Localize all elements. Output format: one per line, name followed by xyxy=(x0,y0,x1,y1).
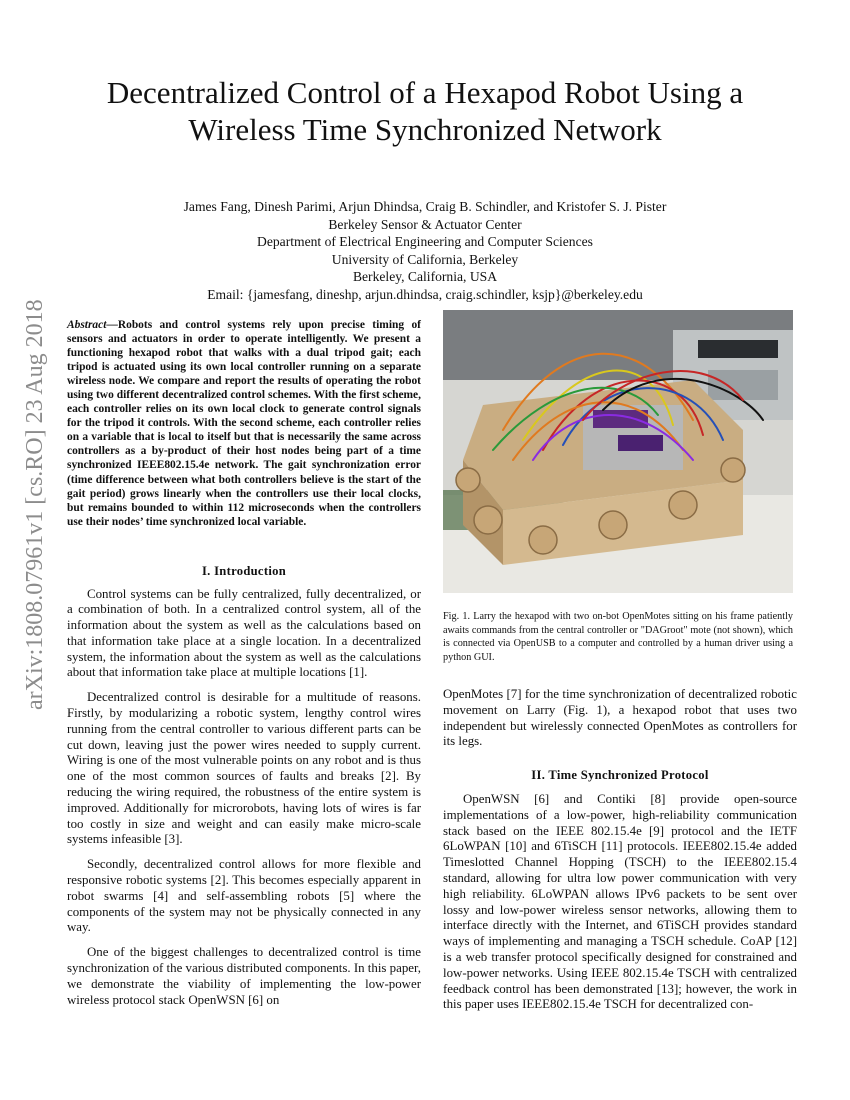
paper-title xyxy=(60,74,790,148)
intro-paragraph-2: Decentralized control is desirable for a multitude of reasons. Firstly, by modularizing a robotic system, lengthy control wires running from the central controller to various different parts can be cut down, leaving just the power wires needed to supply current. Wiring is one of the most vulnerable points on any robot and is thus one of the most common sources of faults and breaks [2]. By reducing the wiring required, the robustness of the entire system is improved. Additionally for microrobots, having lots of wires is far too costly in size and weight and can easily make micro-scale systems infeasible [3]. xyxy=(67,690,421,847)
tsch-paragraph: OpenWSN [6] and Contiki [8] provide open-source implementations of a low-power, high-reliability communication stack based on the IEEE 802.15.4e [9] protocol and the IETF 6LoWPAN [10] and 6TiSCH [11] protocols. IEEE802.15.4e added Timeslotted Channel Hopping (TSCH) to the IEEE802.15.4 standard, allowing for ultra low power communication with very high reliability. 6LoWPAN allows IPv6 packets to be sent over lossy and low-power wireless sensor networks, allowing them to interface directly with the Internet, and 6TiSCH provides standard ways of implementing and managing a TSCH schedule. CoAP [12] is a web transfer protocol specifically designed for constrained and low-power networks. Using IEEE 802.15.4e TSCH with centralized feedback control has been demonstrated [13]; however, the work in this paper uses IEEE802.15.4e TSCH for decentralized con- xyxy=(443,791,797,1012)
section-heading-introduction: I. Introduction xyxy=(201,563,287,578)
section-heading-tsch: II. Time Synchronized Protocol xyxy=(531,768,709,783)
figure-hexapod-photo xyxy=(443,310,793,593)
affiliation-department: Department of Electrical Engineering and Computer Sciences xyxy=(257,234,593,250)
arxiv-stamp xyxy=(12,290,48,710)
affiliation-location: Berkeley, California, USA xyxy=(352,269,498,285)
title-line-2: Wireless Time Synchronized Network xyxy=(188,112,662,147)
title-line-1: Decentralized Control of a Hexapod Robot Using a xyxy=(106,75,744,110)
left-column xyxy=(67,318,421,1017)
figure-caption: Fig. 1. Larry the hexapod with two on-bot OpenMotes sitting on his frame patiently awaits commands from the central controller or "DAGroot" mote (not shown), which is connected via OpenUSB to a computer and controlled by a human driver using a python GUI. xyxy=(443,611,793,663)
intro-paragraph-3: Secondly, decentralized control allows for more flexible and responsive robotic systems [2]. This becomes especially apparent in robot swarms [4] and self-assembling robots [5] where the components of the system may not be physically connected in any way. xyxy=(67,857,421,935)
abstract xyxy=(67,318,421,529)
arxiv-stamp-text: arXiv:1808.07961v1 [cs.RO] 23 Aug 2018 xyxy=(22,299,48,710)
right-column xyxy=(443,687,797,1022)
author-names: James Fang, Dinesh Parimi, Arjun Dhindsa, Craig B. Schindler, and Kristofer S. J. Pister xyxy=(183,199,667,214)
intro-paragraph-4: One of the biggest challenges to decentralized control is time synchronization of the various distributed components. In this paper, we demonstrate the viability of implementing the low-power wireless protocol stack OpenWSN [6] on xyxy=(67,945,421,1007)
affiliation-center: Berkeley Sensor & Actuator Center xyxy=(328,216,522,232)
abstract-text: —Robots and control systems rely upon precise timing of sensors and actuators in order to operate intelligently. We present a functioning hexapod robot that walks with a dual tripod gait; each tripod is actuated using its own local controller running on a separate wireless node. We compare and report the results of operating the robot using two different decentralized control schemes. With the first scheme, each controller relies on its own local clock to generate control signals for the tripod it controls. With the second scheme, each controller relies on a variable that is local to itself but that is necessarily the same across controllers as a by-product of their host nodes being part of a time synchronized IEEE802.15.4e network. The gait synchronization error (time difference between what both controllers believe is the start of the gait period) grows linearly when the controllers use their local clocks, but remains bounded to within 112 microseconds when the controllers use their nodes’ time synchronized local variable. xyxy=(67,319,421,528)
intro-paragraph-1: Control systems can be fully centralized, fully decentralized, or a combination of both. In a centralized control system, all of the information about the system as well as the calculations based on that information take place at a single location. In a decentralized system, the information about the system as well as the calculations about that information take place at multiple locations [1]. xyxy=(67,586,421,680)
author-block xyxy=(100,198,750,304)
author-emails: Email: {jamesfang, dineshp, arjun.dhindsa, craig.schindler, ksjp}@berkeley.edu xyxy=(207,286,643,302)
abstract-label: Abstract xyxy=(67,319,107,331)
intro-continuation: OpenMotes [7] for the time synchronization of decentralized robotic movement on Larry (Fig. 1), a hexapod robot that uses two independent but wirelessly connected OpenMotes as controllers for its legs. xyxy=(443,687,797,749)
affiliation-university: University of California, Berkeley xyxy=(331,251,519,267)
